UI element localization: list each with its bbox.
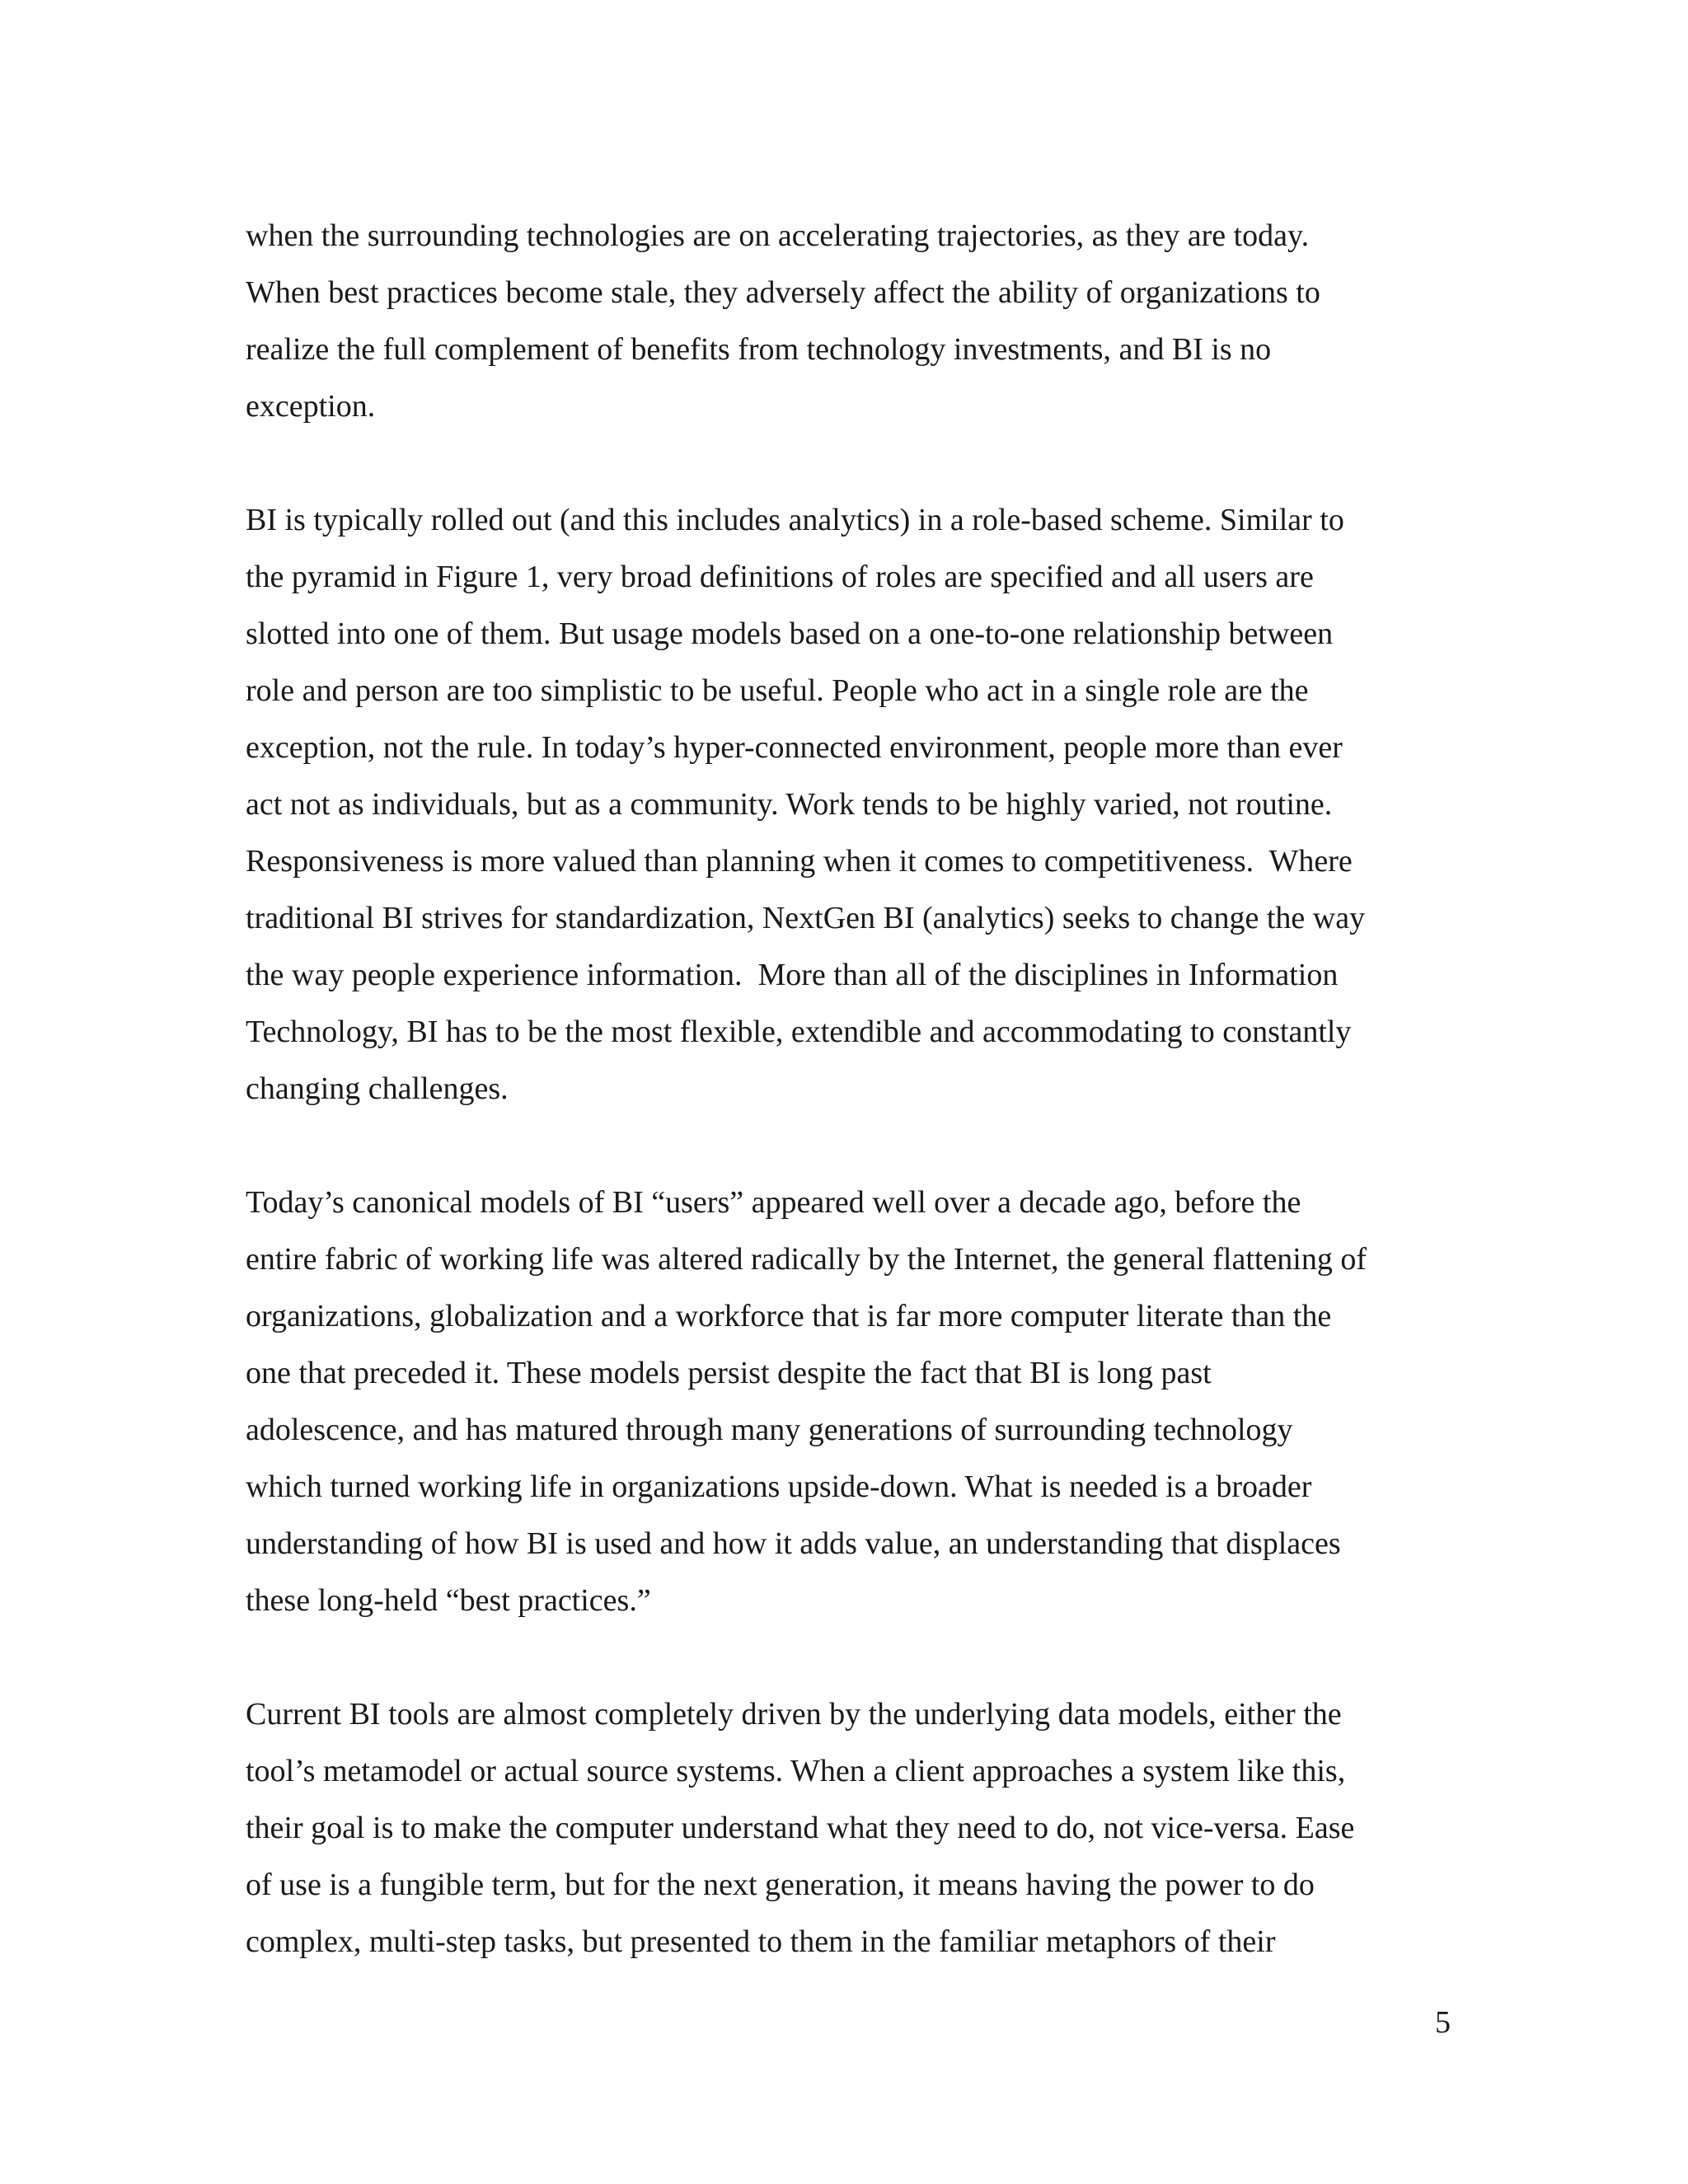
text-line: which turned working life in organizations upside-down. What is needed is a broader [246, 1469, 1312, 1504]
text-line: complex, multi-step tasks, but presented to them in the familiar metaphors of their [246, 1924, 1276, 1959]
text-line: Responsiveness is more valued than planning when it comes to competitiveness. Where [246, 844, 1353, 879]
text-line: the pyramid in Figure 1, very broad definitions of roles are specified and all users are [246, 560, 1314, 594]
text-line: traditional BI strives for standardization, NextGen BI (analytics) seeks to change the way [246, 901, 1366, 935]
text-line: changing challenges. [246, 1071, 509, 1106]
text-line: adolescence, and has matured through many generations of surrounding technology [246, 1413, 1293, 1447]
text-line: act not as individuals, but as a community. Work tends to be highly varied, not routine. [246, 787, 1333, 822]
paragraph-4 [246, 1686, 1449, 1971]
paragraph-2 [246, 492, 1449, 1118]
text-line: exception, not the rule. In today’s hyper-connected environment, people more than ever [246, 730, 1343, 765]
text-line: exception. [246, 389, 376, 424]
paragraph-1 [246, 208, 1449, 435]
text-line: slotted into one of them. But usage models based on a one-to-one relationship between [246, 616, 1334, 651]
text-line: these long-held “best practices.” [246, 1583, 651, 1618]
text-line: organizations, globalization and a workforce that is far more computer literate than the [246, 1299, 1332, 1333]
body-text [246, 208, 1449, 2027]
text-line: the way people experience information. More than all of the disciplines in Information [246, 958, 1339, 992]
text-line: when the surrounding technologies are on accelerating trajectories, as they are today. [246, 218, 1310, 253]
text-line: Technology, BI has to be the most flexible, extendible and accommodating to constantly [246, 1015, 1352, 1049]
text-line: realize the full complement of benefits from technology investments, and BI is no [246, 332, 1272, 367]
text-line: one that preceded it. These models persist despite the fact that BI is long past [246, 1356, 1212, 1390]
text-line: entire fabric of working life was altered radically by the Internet, the general flattening of [246, 1242, 1367, 1277]
text-line: When best practices become stale, they adversely affect the ability of organizations to [246, 275, 1320, 310]
text-line: of use is a fungible term, but for the next generation, it means having the power to do [246, 1868, 1315, 1902]
page-number: 5 [1435, 2005, 1451, 2040]
text-line: Today’s canonical models of BI “users” appeared well over a decade ago, before the [246, 1185, 1301, 1220]
text-line: tool’s metamodel or actual source systems. When a client approaches a system like this, [246, 1754, 1346, 1788]
text-line: their goal is to make the computer understand what they need to do, not vice-versa. Ease [246, 1811, 1355, 1845]
text-line: understanding of how BI is used and how it adds value, an understanding that displaces [246, 1526, 1341, 1561]
paragraph-3 [246, 1174, 1449, 1629]
text-line: Current BI tools are almost completely driven by the underlying data models, either the [246, 1697, 1342, 1732]
text-line: BI is typically rolled out (and this includes analytics) in a role-based scheme. Similar to [246, 503, 1344, 537]
text-line: role and person are too simplistic to be useful. People who act in a single role are the [246, 673, 1309, 708]
